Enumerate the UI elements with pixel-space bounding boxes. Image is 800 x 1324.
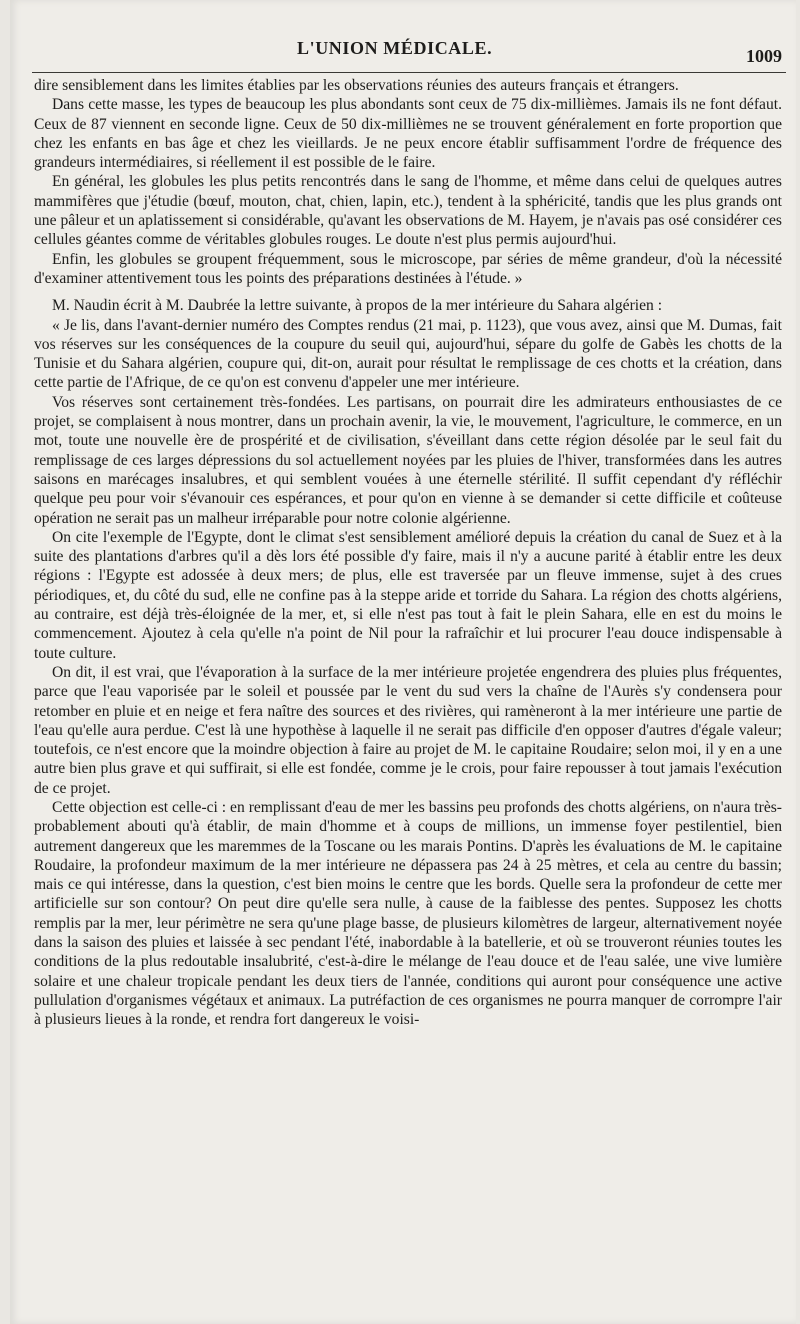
paragraph: « Je lis, dans l'avant-dernier numéro des Comptes rendus (21 mai, p. 1123), que vous avez, ainsi que M. Dumas, fait vos réserves sur les conséquences de la coupure du seuil qui, aujourd'hui, sépare du golfe de Gabès les chotts de la Tunisie et du Sahara algérien, coupure qui, dit-on, aurait pour résultat le remplissage de ces chotts et la création, dans cette partie de l'Afrique, de ce qu'on est convenu d'appeler une mer intérieure. <box>34 316 782 392</box>
header-rule <box>32 72 786 73</box>
paragraph: Dans cette masse, les types de beaucoup les plus abondants sont ceux de 75 dix-millièmes. Jamais ils ne font défaut. Ceux de 87 viennent en seconde ligne. Ceux de 50 dix-millièmes ne se trouvent généralement en forte proportion que chez les enfants en bas âge et chez les vieillards. Je ne peux encore établir suffisamment l'ordre de fréquence des grandeurs intermédiaires, si réellement il est possible de le faire. <box>34 96 782 172</box>
page-number: 1009 <box>746 46 782 66</box>
page-header <box>10 34 796 64</box>
running-title: L'UNION MÉDICALE. <box>297 38 493 58</box>
paragraph: Vos réserves sont certainement très-fondées. Les partisans, on pourrait dire les admirateurs enthousiastes de ce projet, se complaisent à nous montrer, dans un prochain avenir, la vie, le mouvement, l'agriculture, le commerce, en un mot, toute une nouvelle ère de prospérité et de civilisation, s'éveillant dans cette région désolée par le seul fait du remplissage de ces larges dépressions du sol actuellement noyées par les pluies de l'hiver, transformées dans les autres saisons en marécages insalubres, et qui semblent vouées à une éternelle stérilité. Il suffit cependant d'y réfléchir quelque peu pour voir s'évanouir ces espérances, et pour qu'on en vienne à se demander si cette difficile et coûteuse opération ne serait pas un malheur irréparable pour notre colonie algérienne. <box>34 393 782 527</box>
paragraph: On dit, il est vrai, que l'évaporation à la surface de la mer intérieure projetée engendrera des pluies plus fréquentes, parce que l'eau vaporisée par le soleil et poussée par le vent du sud vers la chaîne de l'Aurès s'y condensera pour retomber en pluie et en neige et fera naître des sources et des rivières, qui ramèneront à la mer intérieure une partie de l'eau qu'elle aura perdue. C'est là une hypothèse à laquelle il ne serait pas difficile d'en opposer d'autres d'égale valeur; toutefois, ce n'est encore que la moindre objection à faire au projet de M. le capitaine Roudaire; selon moi, il y en a une autre bien plus grave et qui suffirait, si elle est fondée, comme je le crois, pour faire repousser à tout jamais l'exécution de ce projet. <box>34 663 782 797</box>
article-body <box>34 76 782 1030</box>
paragraph: En général, les globules les plus petits rencontrés dans le sang de l'homme, et même dans celui de quelques autres mammifères que j'étudie (bœuf, mouton, chat, chien, lapin, etc.), tendent à la sphéricité, tandis que les plus grands ont une pâleur et un aplatissement si considérable, qu'avant les observations de M. Hayem, je n'avais pas osé considérer ces cellules géantes comme de véritables globules rouges. Le doute n'est plus permis aujourd'hui. <box>34 173 782 249</box>
scanned-page <box>10 0 796 1324</box>
paragraph: dire sensiblement dans les limites établies par les observations réunies des auteurs français et étrangers. <box>34 77 679 94</box>
paragraph: On cite l'exemple de l'Egypte, dont le climat s'est sensiblement amélioré depuis la création du canal de Suez et à la suite des plantations d'arbres qu'il a dès lors été possible d'y faire, mais il n'y a aucune parité à établir entre les deux régions : l'Egypte est adossée à deux mers; de plus, elle est traversée par un fleuve immense, sujet à des crues périodiques, et, du côté du sud, elle ne confine pas à la steppe aride et torride du Sahara. La région des chotts algériens, au contraire, est déjà très-éloignée de la mer, et, si elle n'est pas tout à fait le plein Sahara, elle en est du moins le commencement. Ajoutez à cela qu'elle n'a point de Nil pour la rafraîchir et lui procurer l'eau douce indispensable à toute culture. <box>34 528 782 662</box>
paragraph: Enfin, les globules se groupent fréquemment, sous le microscope, par séries de même grandeur, d'où la nécessité d'examiner attentivement tous les points des préparations destinées à l'étude. » <box>34 250 782 287</box>
paragraph: M. Naudin écrit à M. Daubrée la lettre suivante, à propos de la mer intérieure du Sahara algérien : <box>52 297 663 315</box>
paragraph: Cette objection est celle-ci : en remplissant d'eau de mer les bassins peu profonds des chotts algériens, on n'aura très-probablement abouti qu'à établir, de main d'homme et à coups de millions, un immense foyer pestilentiel, bien autrement dangereux que les maremmes de la Toscane ou les marais Pontins. D'après les évaluations de M. le capitaine Roudaire, la profondeur maximum de la mer intérieure ne dépassera pas 24 à 25 mètres, et cela au centre du bassin; mais ce qui intéresse, dans la question, c'est bien moins le centre que les bords. Quelle sera la profondeur de cette mer artificielle sur son contour? On peut dire qu'elle sera nulle, à cause de la faiblesse des pentes. Supposez les chotts remplis par la mer, leur périmètre ne sera qu'une plage basse, de plusieurs kilomètres de largeur, alternativement noyée dans la saison des pluies et laissée à sec pendant l'été, inabordable à la batellerie, et où se trouveront réunies toutes les conditions de la plus redoutable insalubrité, c'est-à-dire le mélange de l'eau douce et de l'eau salée, une vive lumière solaire et une chaleur tropicale pendant les deux tiers de l'année, conditions qui auront pour conséquence une active pullulation d'organismes végétaux et animaux. La putréfaction de ces organismes ne pourra manquer de corrompre l'air à plusieurs lieues à la ronde, et rendra fort dangereux le voisi- <box>34 798 782 1029</box>
